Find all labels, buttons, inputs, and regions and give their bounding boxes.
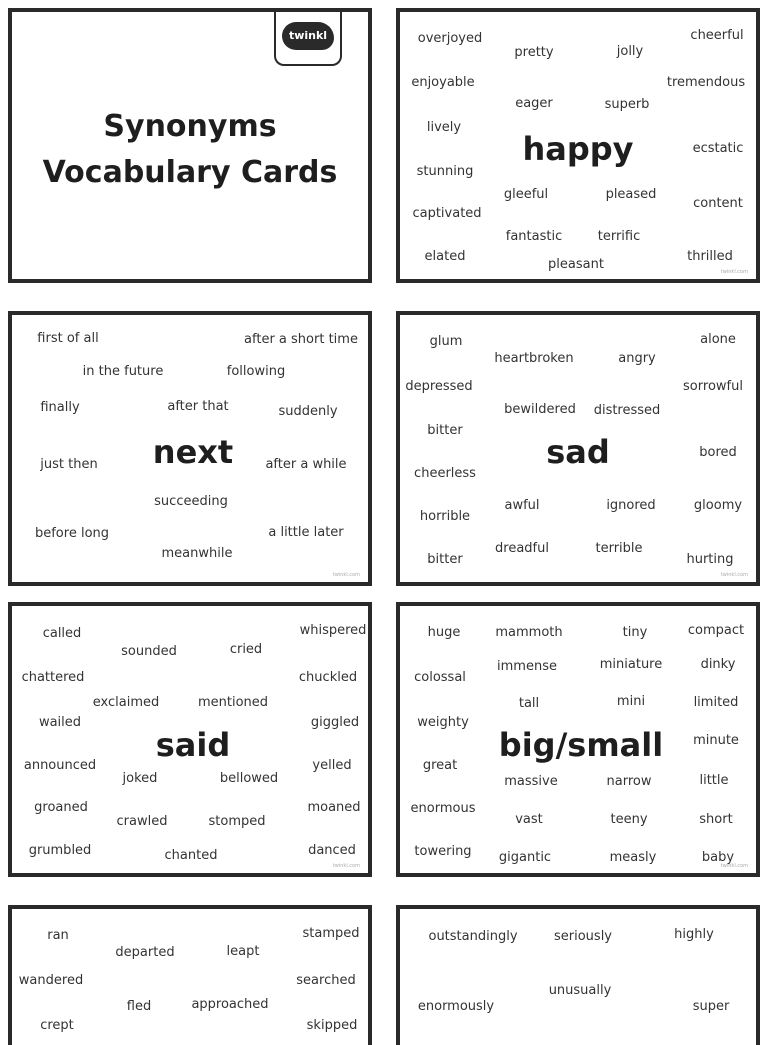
synonym-word: pretty	[514, 45, 554, 60]
synonym-word: bitter	[427, 423, 463, 438]
synonym-word: terrible	[595, 541, 643, 556]
card-ran	[8, 905, 372, 1045]
synonym-word: a little later	[268, 525, 344, 540]
synonym-word: before long	[34, 526, 110, 541]
synonym-word: immense	[497, 659, 557, 674]
synonym-word: stunning	[416, 164, 474, 179]
synonym-word: colossal	[414, 670, 466, 685]
synonym-word: elated	[424, 249, 466, 264]
synonym-word: angry	[618, 351, 656, 366]
synonym-word: jolly	[616, 44, 644, 59]
synonym-word: groaned	[34, 800, 88, 815]
card-very	[396, 905, 760, 1045]
synonym-word: highly	[674, 927, 714, 942]
synonym-word: approached	[191, 997, 269, 1012]
synonym-word: after that	[167, 399, 229, 414]
synonym-word: suddenly	[278, 404, 338, 419]
synonym-word: tall	[518, 696, 540, 711]
synonym-word: stomped	[208, 814, 266, 829]
synonym-word: depressed	[405, 379, 473, 394]
card-next	[8, 311, 372, 586]
headword: next	[152, 433, 234, 471]
synonym-word: ecstatic	[692, 141, 744, 156]
synonym-word: exclaimed	[92, 695, 160, 710]
synonym-word: bored	[699, 445, 737, 460]
synonym-word: crept	[40, 1018, 74, 1033]
card-happy	[396, 8, 760, 283]
synonym-word: overjoyed	[417, 31, 483, 46]
synonym-word: short	[699, 812, 733, 827]
synonym-word: thrilled	[687, 249, 733, 264]
synonym-word: tremendous	[666, 75, 746, 90]
synonym-word: gleeful	[503, 187, 549, 202]
synonym-word: outstandingly	[428, 929, 518, 944]
synonym-word: enormously	[417, 999, 495, 1014]
synonym-word: heartbroken	[494, 351, 574, 366]
card-said	[8, 602, 372, 877]
synonym-word: little	[699, 773, 729, 788]
synonym-word: just then	[40, 457, 98, 472]
synonym-word: miniature	[599, 657, 663, 672]
card-footer: twinkl.com	[720, 269, 748, 275]
synonym-word: skipped	[306, 1018, 358, 1033]
synonym-word: great	[422, 758, 458, 773]
synonym-word: bellowed	[219, 771, 279, 786]
synonym-word: horrible	[419, 509, 471, 524]
headword: said	[155, 726, 231, 764]
twinkl-logo: twinkl	[282, 22, 334, 50]
synonym-word: gigantic	[498, 850, 552, 865]
synonym-word: leapt	[226, 944, 260, 959]
synonym-word: bitter	[427, 552, 463, 567]
card-sad	[396, 311, 760, 586]
synonym-word: narrow	[606, 774, 652, 789]
synonym-word: dreadful	[495, 541, 549, 556]
synonym-word: alone	[700, 332, 736, 347]
synonym-word: sorrowful	[683, 379, 743, 394]
synonym-word: joked	[122, 771, 158, 786]
synonym-word: danced	[308, 843, 356, 858]
synonym-word: cheerless	[414, 466, 476, 481]
synonym-word: seriously	[554, 929, 612, 944]
synonym-word: captivated	[412, 206, 482, 221]
synonym-word: announced	[23, 758, 97, 773]
headword: sad	[546, 433, 610, 471]
synonym-word: cheerful	[690, 28, 744, 43]
card-footer: twinkl.com	[332, 572, 360, 578]
page-title	[12, 104, 368, 196]
synonym-word: tiny	[622, 625, 648, 640]
synonym-word: limited	[693, 695, 739, 710]
synonym-word: stamped	[302, 926, 360, 941]
synonym-word: whispered	[299, 623, 367, 638]
synonym-word: distressed	[593, 403, 661, 418]
synonym-word: pleased	[605, 187, 657, 202]
synonym-word: gloomy	[693, 498, 743, 513]
synonym-word: yelled	[312, 758, 352, 773]
synonym-word: finally	[40, 400, 80, 415]
synonym-word: vast	[515, 812, 543, 827]
synonym-word: towering	[414, 844, 472, 859]
title-line-1: Synonyms	[103, 109, 277, 144]
headword: big/small	[498, 726, 664, 764]
synonym-word: minute	[693, 733, 739, 748]
synonym-word: baby	[701, 850, 735, 865]
synonym-word: grumbled	[28, 843, 92, 858]
synonym-word: giggled	[310, 715, 360, 730]
synonym-word: chuckled	[298, 670, 358, 685]
card-footer: twinkl.com	[720, 863, 748, 869]
synonym-word: ignored	[606, 498, 656, 513]
synonym-word: lively	[426, 120, 462, 135]
synonym-word: awful	[504, 498, 540, 513]
synonym-word: following	[226, 364, 286, 379]
synonym-word: called	[42, 626, 82, 641]
synonym-word: glum	[429, 334, 463, 349]
synonym-word: terrific	[597, 229, 641, 244]
synonym-word: enjoyable	[411, 75, 475, 90]
synonym-word: eager	[515, 96, 553, 111]
synonym-word: ran	[47, 928, 69, 943]
synonym-word: chanted	[164, 848, 218, 863]
synonym-word: wandered	[18, 973, 84, 988]
synonym-word: in the future	[82, 364, 164, 379]
synonym-word: sounded	[121, 644, 177, 659]
synonym-word: mammoth	[495, 625, 563, 640]
synonym-word: compact	[687, 623, 745, 638]
card-footer: twinkl.com	[332, 863, 360, 869]
synonym-word: first of all	[37, 331, 99, 346]
synonym-word: hurting	[686, 552, 734, 567]
synonym-word: content	[693, 196, 743, 211]
synonym-word: succeeding	[154, 494, 228, 509]
synonym-word: enormous	[410, 801, 476, 816]
synonym-word: meanwhile	[161, 546, 233, 561]
synonym-word: moaned	[307, 800, 361, 815]
title-card	[8, 8, 372, 283]
synonym-word: unusually	[548, 983, 612, 998]
synonym-word: massive	[504, 774, 558, 789]
twinkl-logo-tab	[274, 8, 342, 66]
synonym-word: fantastic	[505, 229, 563, 244]
synonym-word: super	[692, 999, 730, 1014]
synonym-word: mini	[616, 694, 646, 709]
synonym-word: cried	[229, 642, 263, 657]
synonym-word: weighty	[417, 715, 469, 730]
title-line-2: Vocabulary Cards	[42, 155, 338, 190]
synonym-word: measly	[609, 850, 657, 865]
headword: happy	[522, 130, 634, 168]
synonym-word: searched	[296, 973, 356, 988]
synonym-word: pleasant	[548, 257, 604, 272]
synonym-word: after a short time	[244, 332, 358, 347]
synonym-word: bewildered	[504, 402, 576, 417]
synonym-word: after a while	[265, 457, 347, 472]
synonym-word: chattered	[21, 670, 85, 685]
synonym-word: huge	[427, 625, 461, 640]
synonym-word: superb	[604, 97, 650, 112]
card-big-small	[396, 602, 760, 877]
synonym-word: teeny	[610, 812, 648, 827]
synonym-word: dinky	[700, 657, 736, 672]
synonym-word: departed	[115, 945, 175, 960]
synonym-word: crawled	[116, 814, 168, 829]
synonym-word: mentioned	[197, 695, 269, 710]
synonym-word: fled	[126, 999, 152, 1014]
synonym-word: wailed	[38, 715, 82, 730]
card-footer: twinkl.com	[720, 572, 748, 578]
